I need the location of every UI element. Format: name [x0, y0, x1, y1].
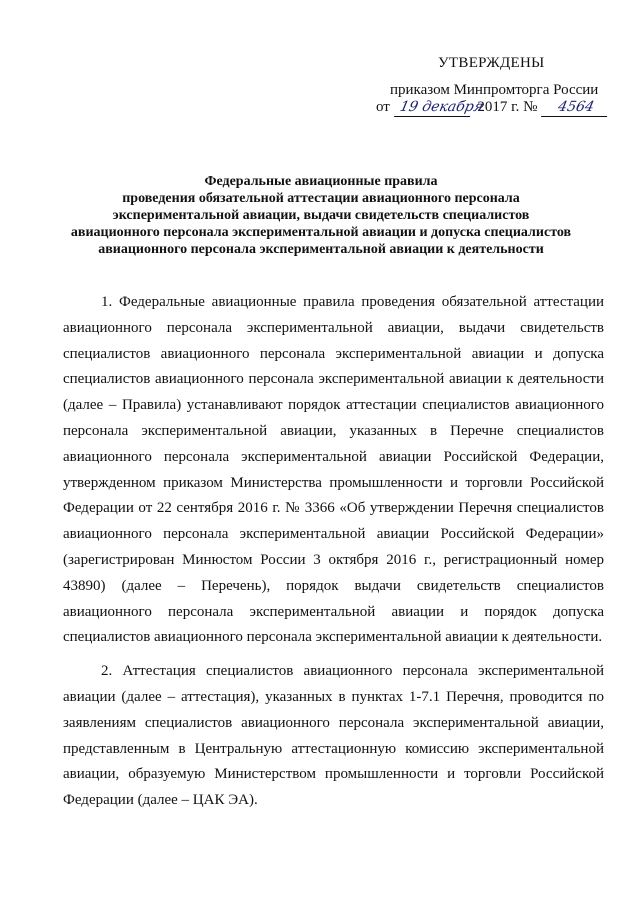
document-body: [63, 290, 604, 822]
year-number-label: 2017 г. №: [477, 99, 538, 115]
title-line: экспериментальной авиации, выдачи свидетельств специалистов: [112, 208, 530, 223]
handwritten-date: 19 декабря: [394, 98, 474, 117]
document-title: [38, 173, 604, 258]
paragraph-1: 1. Федеральные авиационные правила проведения обязательной аттестации авиационного персонала экспериментальной авиации, выдачи свидетельств специалистов авиационного персонала экспериментальной авиации и допуска специалистов авиационного персонала экспериментальной авиации к деятельности (далее – Правила) устанавливают порядок аттестации специалистов авиационного персонала экспериментальной авиации, указанных в Перечне специалистов авиационного персонала экспериментальной авиации Российской Федерации, утвержденном приказом Министерства промышленности и торговли Российской Федерации от 22 сентября 2016 г. № 3366 «Об утверждении Перечня специалистов авиационного персонала экспериментальной авиации Российской Федерации» (зарегистрирован Минюстом России 3 октября 2016 г., регистрационный номер 43890) (далее – Перечень), порядок выдачи свидетельств специалистов авиационного персонала экспериментальной авиации и порядок допуска специалистов авиационного персонала экспериментальной авиации к деятельности.: [63, 294, 604, 646]
title-line: авиационного персонала экспериментальной авиации к деятельности: [98, 242, 544, 257]
date-prefix: от: [376, 99, 390, 115]
title-line: проведения обязательной аттестации авиационного персонала: [122, 191, 520, 206]
paragraph-2: 2. Аттестация специалистов авиационного персонала экспериментальной авиации (далее – аттестация), указанных в пунктах 1-7.1 Перечня, проводится по заявлениям специалистов авиационного персонала экспериментальной авиации, представленным в Центральную аттестационную комиссию экспериментальной авиации, образуемую Министерством промышленности и торговли Российской Федерации (далее – ЦАК ЭА).: [63, 663, 604, 809]
approved-date-line: [376, 98, 611, 117]
title-line: авиационного персонала экспериментальной авиации и допуска специалистов: [70, 225, 572, 240]
approved-title: УТВЕРЖДЕНЫ: [438, 55, 545, 71]
approved-order-line: приказом Минпромторга России: [390, 82, 599, 98]
title-line: Федеральные авиационные правила: [204, 174, 438, 189]
handwritten-order-number: 4564: [541, 98, 611, 117]
